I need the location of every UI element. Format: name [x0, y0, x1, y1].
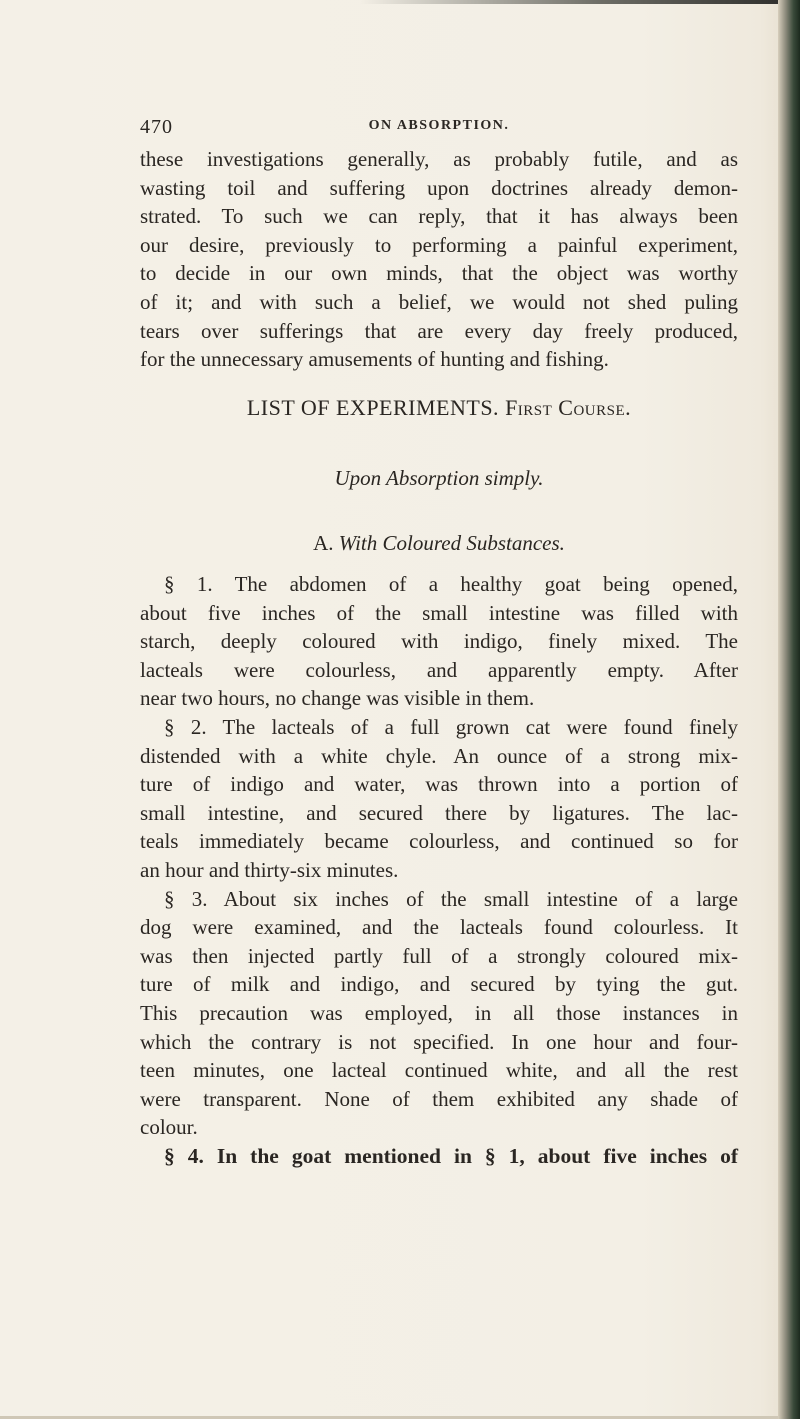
running-head [140, 116, 738, 140]
text-line: colour. [140, 1115, 198, 1140]
experiment-paragraph [140, 1142, 738, 1171]
page-number: 470 [140, 116, 173, 138]
text-line: near two hours, no change was visible in them. [140, 686, 535, 711]
text-line: teen minutes, one lacteal continued white, and all the rest [140, 1058, 738, 1083]
text-line: This precaution was employed, in all those instances in [140, 1000, 738, 1025]
text-line: starch, deeply coloured with indigo, finely mixed. The [140, 629, 738, 654]
text-line: dog were examined, and the lacteals found colourless. It [140, 915, 738, 940]
text-line: our desire, previously to performing a painful experiment, [140, 232, 738, 257]
text-line: teals immediately became colourless, and continued so for [140, 829, 738, 854]
experiment-sections [140, 570, 738, 1170]
text-line: § 4. In the goat mentioned in § 1, about five inches of [164, 1143, 738, 1168]
text-line: tears over sufferings that are every day freely produced, [140, 318, 738, 343]
section-subhead: Upon Absorption simply. [334, 466, 544, 490]
text-line: to decide in our own minds, that the object was worthy [140, 261, 738, 286]
text-line: ture of indigo and water, was thrown into a portion of [140, 772, 738, 797]
text-line: strated. To such we can reply, that it has always been [140, 204, 738, 229]
text-line: ture of milk and indigo, and secured by tying the gut. [140, 972, 738, 997]
subsection-subhead [140, 531, 738, 556]
list-heading-main: LIST OF EXPERIMENTS. [246, 395, 500, 420]
experiment-paragraph [140, 570, 738, 713]
running-title: ON ABSORPTION. [368, 118, 510, 133]
text-line: § 3. About six inches of the small intestine of a large [164, 886, 738, 911]
page-binding-edge [778, 0, 800, 1419]
text-line: small intestine, and secured there by ligatures. The lac- [140, 800, 738, 825]
text-line: were transparent. None of them exhibited any shade of [140, 1086, 738, 1111]
text-line: § 2. The lacteals of a full grown cat were found finely [164, 714, 738, 739]
text-line: these investigations generally, as probably futile, and as [140, 147, 738, 171]
text-line: distended with a white chyle. An ounce of a strong mix- [140, 743, 738, 768]
experiment-paragraph [140, 713, 738, 885]
experiment-paragraph [140, 885, 738, 1142]
text-line: lacteals were colourless, and apparently empty. After [140, 657, 738, 682]
text-line: was then injected partly full of a strongly coloured mix- [140, 943, 738, 968]
top-edge-shadow [0, 0, 800, 4]
subsection-title: With Coloured Substances. [338, 531, 565, 555]
list-heading-course: First Course. [505, 395, 632, 420]
text-line: § 1. The abdomen of a healthy goat being opened, [164, 572, 738, 596]
text-line: for the unnecessary amusements of hunting and fishing. [140, 347, 609, 372]
text-line: which the contrary is not specified. In one hour and four- [140, 1029, 738, 1054]
opening-paragraph [140, 145, 738, 374]
text-line: of it; and with such a belief, we would not shed puling [140, 289, 738, 314]
text-line: wasting toil and suffering upon doctrines already demon- [140, 175, 738, 200]
text-line: an hour and thirty-six minutes. [140, 857, 399, 882]
subsection-letter: A. [313, 531, 334, 555]
text-line: about five inches of the small intestine was filled with [140, 600, 738, 625]
list-heading [140, 395, 738, 421]
